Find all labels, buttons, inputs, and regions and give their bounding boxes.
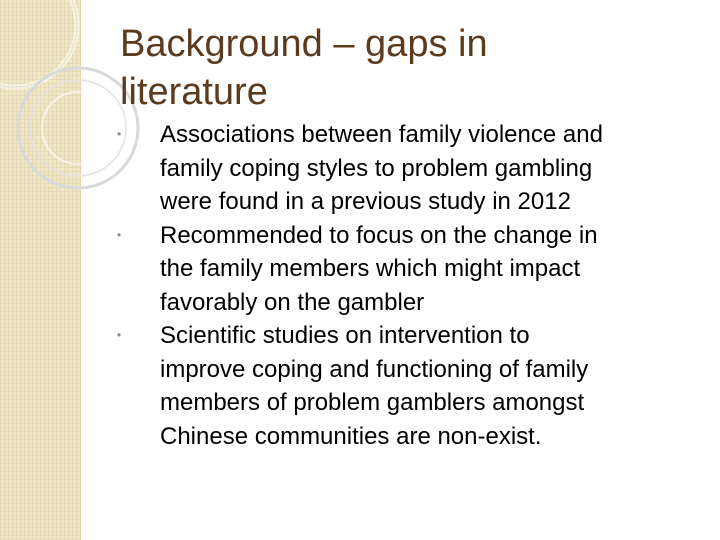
bullet-dot-icon: •: [117, 127, 122, 141]
bullet-line: the family members which might impact: [160, 255, 581, 282]
bullet-line: Chinese communities are non-exist.: [160, 422, 542, 450]
bullet-item: [110, 118, 700, 219]
slide-title-line: Background – gaps in: [120, 23, 488, 65]
bullet-line: members of problem gamblers amongst: [160, 389, 585, 416]
bullet-line: favorably on the gambler: [160, 288, 425, 316]
bullet-list: [110, 118, 700, 453]
bullet-item: [110, 319, 700, 453]
bullet-line: Associations between family violence and: [160, 121, 603, 148]
bullet-dot-icon: •: [117, 227, 122, 242]
bullet-line: family coping styles to problem gambling: [160, 154, 593, 182]
bullet-item: [110, 219, 700, 320]
bullet-text: [160, 319, 700, 453]
bullet-line: Scientific studies on intervention to: [160, 322, 530, 349]
slide-title: [120, 20, 680, 116]
bullet-text: [160, 219, 700, 320]
bullet-line: were found in a previous study in 2012: [160, 188, 571, 215]
bullet-line: improve coping and functioning of family: [160, 355, 589, 383]
bullet-text: [160, 118, 700, 219]
slide-title-line: literature: [120, 71, 268, 113]
bullet-dot-icon: •: [117, 328, 122, 342]
bullet-line: Recommended to focus on the change in: [160, 221, 598, 249]
